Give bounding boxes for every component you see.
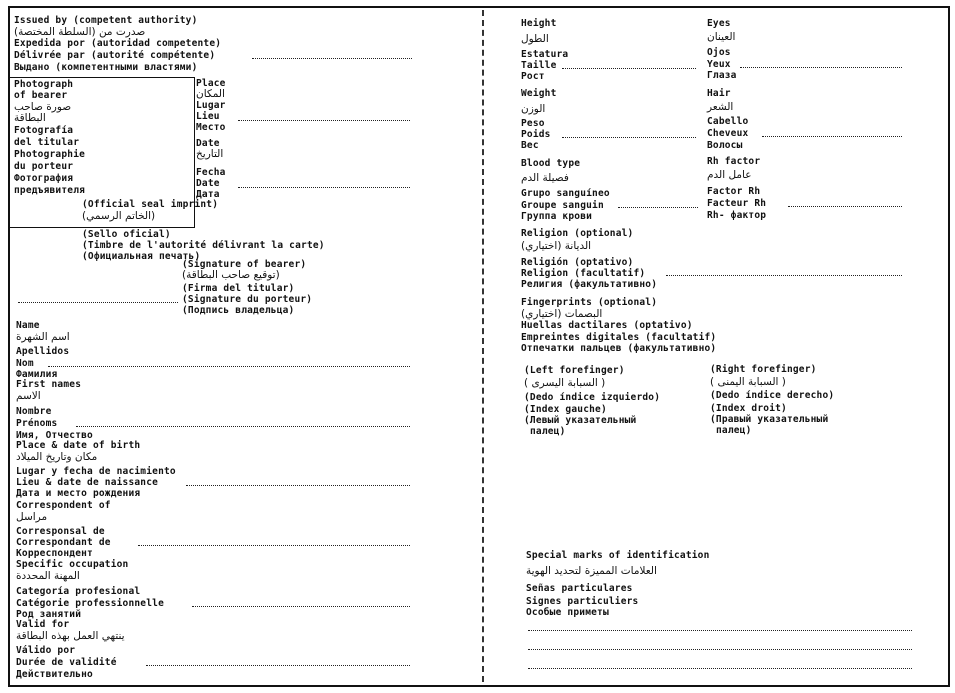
- rh-field[interactable]: [788, 206, 902, 207]
- religion-field[interactable]: [666, 275, 902, 276]
- weight-fr: Poids: [521, 129, 551, 140]
- issued-ar: صدرت من (السلطة المختصة): [14, 26, 146, 38]
- left-finger-fr: (Index gauche): [524, 404, 607, 415]
- right-finger-fr: (Index droit): [710, 403, 787, 414]
- rh-fr: Facteur Rh: [707, 198, 767, 209]
- birth-en: Place & date of birth: [16, 440, 141, 451]
- left-finger-ru1: (Левый указательный: [524, 415, 637, 426]
- photo-en1: Photograph: [14, 79, 74, 90]
- first-fr: Prénoms: [16, 418, 58, 429]
- photo-ru1: Фотография: [14, 173, 74, 184]
- occ-fr: Catégorie professionnelle: [16, 598, 164, 609]
- issued-fr: Délivrée par (autorité compétente): [14, 50, 216, 61]
- photo-es1: Fotografía: [14, 125, 74, 136]
- first-es: Nombre: [16, 406, 52, 417]
- photo-ru2: предъявителя: [14, 185, 86, 196]
- rh-ru: Rh- фактор: [707, 210, 767, 221]
- place-es: Lugar: [196, 100, 226, 111]
- birth-fr: Lieu & date de naissance: [16, 477, 159, 488]
- eyes-fr: Yeux: [707, 59, 731, 70]
- valid-fr: Durée de validité: [16, 657, 117, 668]
- occ-field[interactable]: [192, 606, 410, 607]
- name-es: Apellidos: [16, 346, 70, 357]
- weight-es: Peso: [521, 118, 545, 129]
- marks-ru: Особые приметы: [526, 607, 609, 618]
- photo-en2: of bearer: [14, 90, 68, 101]
- right-finger-en: (Right forefinger): [710, 364, 817, 375]
- religion-es: Religión (optativo): [521, 257, 634, 268]
- hair-field[interactable]: [762, 136, 902, 137]
- seal-ru: (Официальная печать): [82, 251, 201, 262]
- blood-fr: Groupe sanguin: [521, 200, 604, 211]
- marks-field-2[interactable]: [528, 649, 912, 650]
- eyes-ru: Глаза: [707, 70, 737, 81]
- height-field[interactable]: [562, 68, 696, 69]
- right-finger-ar: ( السبابة اليمنى ): [710, 376, 786, 388]
- seal-en: (Official seal imprint): [82, 199, 219, 210]
- marks-fr: Signes particuliers: [526, 596, 639, 607]
- date-fr: Date: [196, 178, 220, 189]
- height-ru: Рост: [521, 71, 545, 82]
- rh-ar: عامل الدم: [707, 169, 752, 181]
- height-ar: الطول: [521, 33, 549, 45]
- signature-es: (Firma del titular): [182, 283, 295, 294]
- date-ar: التاريخ: [196, 148, 224, 160]
- corr-es: Corresponsal de: [16, 526, 105, 537]
- hair-fr: Cheveux: [707, 128, 749, 139]
- corr-fr: Correspondant de: [16, 537, 111, 548]
- signature-fr: (Signature du porteur): [182, 294, 313, 305]
- valid-ar: ينتهي العمل بهذه البطاقة: [16, 630, 125, 642]
- blood-ar: فصيلة الدم: [521, 172, 569, 184]
- corr-ar: مراسل: [16, 511, 48, 523]
- occ-ar: المهنة المحددة: [16, 570, 80, 582]
- height-es: Estatura: [521, 49, 569, 60]
- birth-ru: Дата и место рождения: [16, 488, 141, 499]
- date-field[interactable]: [238, 187, 410, 188]
- religion-ar: (اختياري) الديانة: [521, 240, 592, 252]
- name-fr: Nom: [16, 358, 34, 369]
- name-ar: اسم الشهرة: [16, 331, 70, 343]
- marks-ar: العلامات المميزة لتحديد الهوية: [526, 565, 657, 577]
- fingerprints-es: Huellas dactilares (optativo): [521, 320, 693, 331]
- name-en: Name: [16, 320, 40, 331]
- occ-en: Specific occupation: [16, 559, 129, 570]
- marks-field-3[interactable]: [528, 668, 912, 669]
- place-fr: Lieu: [196, 111, 220, 122]
- signature-ar: (توقيع صاحب البطاقة): [182, 269, 280, 281]
- name-ru: Фамилия: [16, 369, 58, 380]
- fold-line: [482, 10, 484, 682]
- eyes-ar: العينان: [707, 31, 736, 43]
- religion-ru: Религия (факультативно): [521, 279, 658, 290]
- photo-fr1: Photographie: [14, 149, 86, 160]
- weight-ar: الوزن: [521, 103, 546, 115]
- photo-fr2: du porteur: [14, 161, 74, 172]
- place-en: Place: [196, 78, 226, 89]
- valid-es: Válido por: [16, 645, 76, 656]
- blood-ru: Группа крови: [521, 211, 593, 222]
- blood-en: Blood type: [521, 158, 581, 169]
- height-fr: Taille: [521, 60, 557, 71]
- eyes-field[interactable]: [740, 67, 902, 68]
- marks-field-1[interactable]: [528, 630, 912, 631]
- issued-field[interactable]: [252, 58, 412, 59]
- right-finger-es: (Dedo índice derecho): [710, 390, 835, 401]
- signature-field[interactable]: [18, 302, 178, 303]
- fingerprints-fr: Empreintes digitales (facultatif): [521, 332, 717, 343]
- blood-field[interactable]: [618, 207, 698, 208]
- signature-ru: (Подпись владельца): [182, 305, 295, 316]
- marks-en: Special marks of identification: [526, 550, 710, 561]
- fingerprints-ru: Отпечатки пальцев (факультативно): [521, 343, 717, 354]
- religion-fr: Religion (facultatif): [521, 268, 646, 279]
- hair-ru: Волосы: [707, 140, 743, 151]
- left-finger-ar: ( السبابة اليسرى ): [524, 377, 606, 389]
- photo-ar2: البطاقة: [14, 112, 46, 124]
- name-field[interactable]: [48, 366, 410, 367]
- rh-es: Factor Rh: [707, 186, 761, 197]
- seal-ar: (الخاتم الرسمي): [82, 210, 156, 222]
- date-ru: Дата: [196, 189, 220, 200]
- right-finger-ru1: (Правый указательный: [710, 414, 829, 425]
- eyes-es: Ojos: [707, 47, 731, 58]
- seal-es: (Sello oficial): [82, 229, 171, 240]
- eyes-en: Eyes: [707, 18, 731, 29]
- occ-ru: Род занятий: [16, 609, 82, 620]
- issued-ru: Выдано (компетентными властями): [14, 62, 198, 73]
- photo-es2: del titular: [14, 137, 80, 148]
- issued-es: Expedida por (autoridad competente): [14, 38, 222, 49]
- birth-ar: مكان وتاريخ الميلاد: [16, 451, 98, 463]
- blood-es: Grupo sanguíneo: [521, 188, 610, 199]
- photo-ar1: صورة صاحب: [14, 101, 72, 113]
- hair-en: Hair: [707, 88, 731, 99]
- corr-field[interactable]: [138, 545, 410, 546]
- place-ru: Место: [196, 122, 226, 133]
- first-en: First names: [16, 379, 82, 390]
- valid-field[interactable]: [146, 665, 410, 666]
- left-finger-ru2: палец): [530, 426, 566, 437]
- weight-ru: Вес: [521, 140, 539, 151]
- height-en: Height: [521, 18, 557, 29]
- place-field[interactable]: [238, 120, 410, 121]
- seal-fr: (Timbre de l'autorité délivrant la carte): [82, 240, 325, 251]
- weight-field[interactable]: [562, 137, 696, 138]
- marks-es: Señas particulares: [526, 583, 633, 594]
- issued-en: Issued by (competent authority): [14, 15, 198, 26]
- left-finger-es: (Dedo índice izquierdo): [524, 392, 661, 403]
- birth-es: Lugar y fecha de nacimiento: [16, 466, 176, 477]
- corr-ru: Корреспондент: [16, 548, 93, 559]
- date-es: Fecha: [196, 167, 226, 178]
- corr-en: Correspondent of: [16, 500, 111, 511]
- rh-en: Rh factor: [707, 156, 761, 167]
- right-finger-ru2: палец): [716, 425, 752, 436]
- first-ar: الاسم: [16, 390, 41, 402]
- valid-ru: Действительно: [16, 669, 93, 680]
- valid-en: Valid for: [16, 619, 70, 630]
- place-ar: المكان: [196, 88, 225, 100]
- fingerprints-ar: (اختياري) البصمات: [521, 308, 603, 320]
- occ-es: Categoría profesional: [16, 586, 141, 597]
- religion-en: Religion (optional): [521, 228, 634, 239]
- weight-en: Weight: [521, 88, 557, 99]
- hair-ar: الشعر: [707, 101, 734, 113]
- date-en: Date: [196, 138, 220, 149]
- left-finger-en: (Left forefinger): [524, 365, 625, 376]
- first-field[interactable]: [76, 426, 410, 427]
- first-ru: Имя, Отчество: [16, 430, 93, 441]
- hair-es: Cabello: [707, 116, 749, 127]
- signature-en: (Signature of bearer): [182, 259, 307, 270]
- fingerprints-en: Fingerprints (optional): [521, 297, 658, 308]
- birth-field[interactable]: [186, 485, 410, 486]
